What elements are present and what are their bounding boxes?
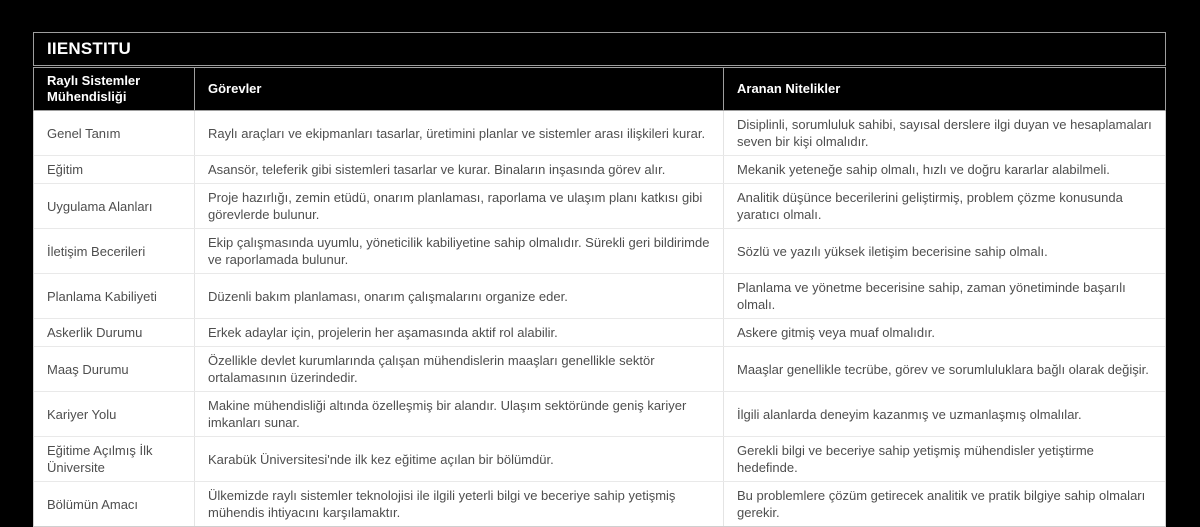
- table-row: [34, 318, 1165, 346]
- row-gorevler-cell: Düzenli bakım planlaması, onarım çalışmalarını organize eder.: [194, 274, 723, 318]
- row-nitelikler-cell: Planlama ve yönetme becerisine sahip, zaman yönetiminde başarılı olmalı.: [723, 274, 1165, 318]
- row-gorevler-cell: Karabük Üniversitesi'nde ilk kez eğitime açılan bir bölümdür.: [194, 437, 723, 481]
- row-nitelikler-cell: Bu problemlere çözüm getirecek analitik ve pratik bilgiye sahip olmaları gerekir.: [723, 482, 1165, 526]
- row-nitelikler-cell: Gerekli bilgi ve beceriye sahip yetişmiş mühendisler yetiştirme hedefinde.: [723, 437, 1165, 481]
- row-nitelikler-cell: Analitik düşünce becerilerini geliştirmiş, problem çözme konusunda yaratıcı olmalı.: [723, 184, 1165, 228]
- row-topic-cell: Eğitim: [47, 162, 84, 177]
- row-gorevler-cell: Raylı araçları ve ekipmanları tasarlar, üretimini planlar ve sistemler arası ilişkileri kurar.: [194, 111, 723, 155]
- row-topic-cell: Bölümün Amacı: [47, 496, 139, 512]
- table-header-row: [33, 67, 1166, 111]
- column-header-gorevler: Görevler: [194, 68, 723, 110]
- table-row: [34, 111, 1165, 155]
- row-gorevler-cell: Proje hazırlığı, zemin etüdü, onarım planlaması, raporlama ve ulaşım planı katkısı gibi görevlerde bulunur.: [194, 184, 723, 228]
- row-nitelikler-cell: Mekanik yeteneğe sahip olmalı, hızlı ve doğru kararlar alabilmeli.: [723, 156, 1165, 183]
- brand-title: IIENSTITU: [47, 39, 131, 58]
- row-nitelikler-cell: Maaşlar genellikle tecrübe, görev ve sorumluluklara bağlı olarak değişir.: [723, 347, 1165, 391]
- row-nitelikler-cell: Sözlü ve yazılı yüksek iletişim becerisine sahip olmalı.: [723, 229, 1165, 273]
- table-row: [34, 391, 1165, 436]
- row-topic-cell: Eğitime Açılmış İlk Üniversite: [47, 443, 153, 475]
- row-gorevler-cell: Asansör, teleferik gibi sistemleri tasarlar ve kurar. Binaların inşasında görev alır.: [194, 156, 723, 183]
- row-topic-cell: Askerlik Durumu: [47, 325, 143, 340]
- row-gorevler-cell: Ülkemizde raylı sistemler teknolojisi ile ilgili yeterli bilgi ve beceriye sahip yetişmiş mühendis ihtiyacını karşılamaktır.: [194, 482, 723, 526]
- table-row: [34, 273, 1165, 318]
- row-topic-cell: Planlama Kabiliyeti: [47, 288, 157, 304]
- row-gorevler-cell: Özellikle devlet kurumlarında çalışan mühendislerin maaşları genellikle sektör ortalamasının üzerindedir.: [194, 347, 723, 391]
- column-header-nitelikler: Aranan Nitelikler: [723, 68, 1165, 110]
- table-row: [34, 155, 1165, 183]
- row-nitelikler-cell: Askere gitmiş veya muaf olmalıdır.: [723, 319, 1165, 346]
- table-row: [34, 346, 1165, 391]
- row-gorevler-cell: Makine mühendisliği altında özelleşmiş bir alandır. Ulaşım sektöründe geniş kariyer imkanları sunar.: [194, 392, 723, 436]
- table-body: [33, 111, 1166, 527]
- column-header-topic: Raylı Sistemler Mühendisliği: [47, 73, 141, 104]
- row-topic-cell: Uygulama Alanları: [47, 198, 153, 214]
- row-gorevler-cell: Erkek adaylar için, projelerin her aşamasında aktif rol alabilir.: [194, 319, 723, 346]
- table-row: [34, 436, 1165, 481]
- table-row: [34, 481, 1165, 526]
- row-nitelikler-cell: Disiplinli, sorumluluk sahibi, sayısal derslere ilgi duyan ve hesaplamaları seven bir kişi olmalıdır.: [723, 111, 1165, 155]
- row-nitelikler-cell: İlgili alanlarda deneyim kazanmış ve uzmanlaşmış olmalılar.: [723, 392, 1165, 436]
- table-row: [34, 183, 1165, 228]
- row-topic-cell: Genel Tanım: [47, 125, 121, 141]
- table-row: [34, 228, 1165, 273]
- row-topic-cell: İletişim Becerileri: [47, 243, 146, 259]
- row-gorevler-cell: Ekip çalışmasında uyumlu, yöneticilik kabiliyetine sahip olmalıdır. Sürekli geri bildirimde ve raporlamada bulunur.: [194, 229, 723, 273]
- brand-title-bar: [33, 32, 1166, 66]
- row-topic-cell: Kariyer Yolu: [47, 406, 117, 422]
- info-table: [33, 32, 1166, 527]
- row-topic-cell: Maaş Durumu: [47, 361, 129, 377]
